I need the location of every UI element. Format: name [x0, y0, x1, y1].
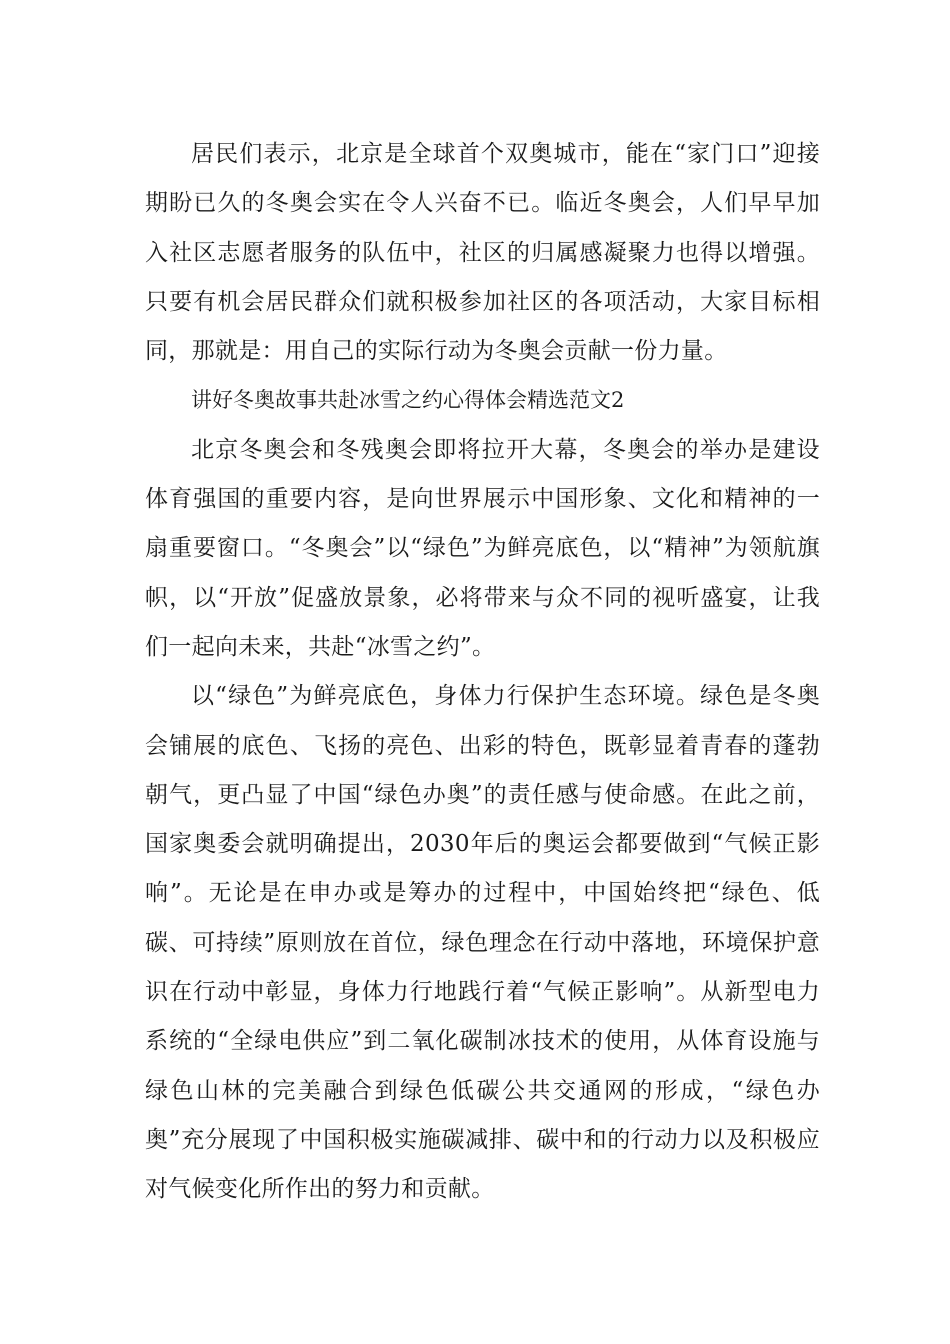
paragraph-residents: 居民们表示，北京是全球首个双奥城市，能在“家门口”迎接期盼已久的冬奥会实在令人兴奋不已。临近冬奥会，人们早早加入社区志愿者服务的队伍中，社区的归属感凝聚力也得以增强。只要有机会居民群众们就积极参加社区的各项活动，大家目标相同，那就是：用自己的实际行动为冬奥会贡献一份力量。 — [145, 141, 820, 365]
paragraph-green-olympics: 以“绿色”为鲜亮底色，身体力行保护生态环境。绿色是冬奥会铺展的底色、飞扬的亮色、出彩的特色，既彰显着青春的蓬勃朝气，更凸显了中国“绿色办奥”的责任感与使命感。在此之前，国家奥委会就明确提出，2030年后的奥运会都要做到“气候正影响”。无论是在申办或是筹办的过程中，中国始终把“绿色、低碳、可持续”原则放在首位，绿色理念在行动中落地，环境保护意识在行动中彰显，身体力行地践行着“气候正影响”。从新型电力系统的“全绿电供应”到二氧化碳制冰技术的使用，从体育设施与绿色山林的完美融合到绿色低碳公共交通网的形成，“绿色办奥”充分展现了中国积极实施碳减排、碳中和的行动力以及积极应对气候变化所作出的努力和贡献。 — [145, 683, 820, 1203]
section-title: 讲好冬奥故事共赴冰雪之约心得体会精选范文2 — [191, 388, 625, 413]
document-body — [145, 130, 820, 1215]
paragraph-olympics-intro: 北京冬奥会和冬残奥会即将拉开大幕，冬奥会的举办是建设体育强国的重要内容，是向世界展示中国形象、文化和精神的一扇重要窗口。“冬奥会”以“绿色”为鲜亮底色，以“精神”为领航旗帜，以“开放”促盛放景象，必将带来与众不同的视听盛宴，让我们一起向未来，共赴“冰雪之约”。 — [145, 436, 820, 660]
